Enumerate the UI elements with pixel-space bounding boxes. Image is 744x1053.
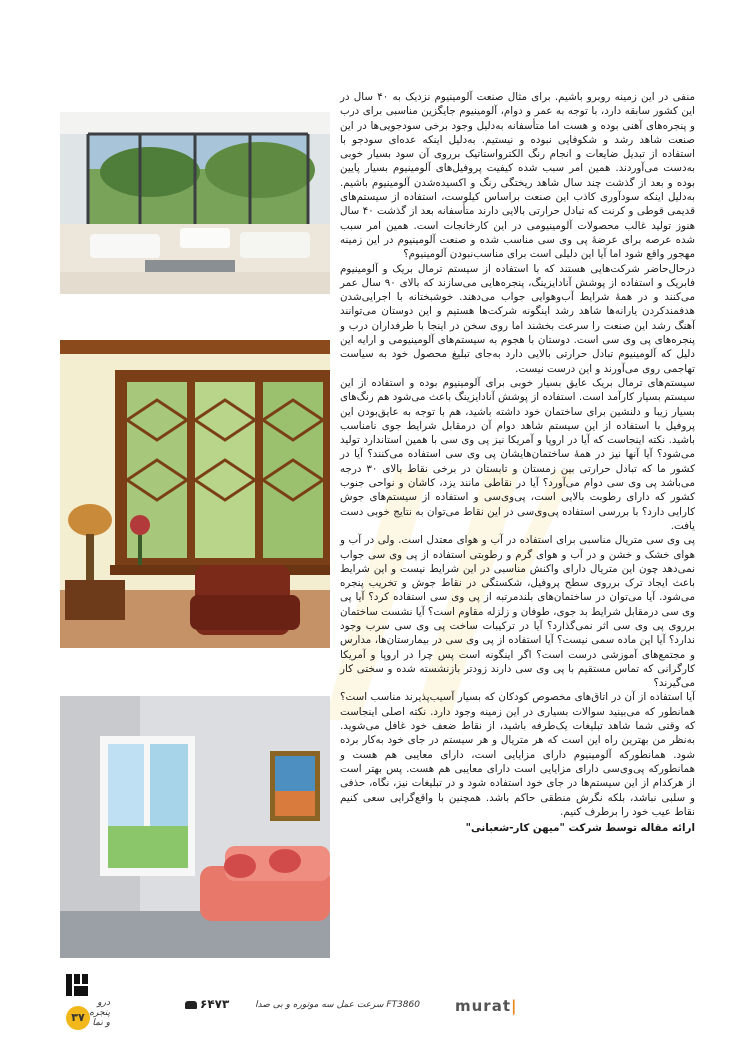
article-body [340, 90, 695, 835]
page-number: ۳۷ [66, 1006, 90, 1030]
magazine-title: درو پنجره و نما [89, 998, 110, 1028]
article-paragraph-5: آیا استفاده از آن در اتاق‌های مخصوص کودکان که بسیار آسیب‌پذیرند مناسب است؟ همانطور که می‌بینید سوالات بسیاری در این زمینه وجود دارد. نکته اصلی اینجاست که وقتی شما شاهد تبلیغات یک‌طرفه باشید، از نقاط ضعف خود غافل می‌شوید. به‌نظر من بهترین راه این است که هر متریال و هر سیستم در جای خود به‌کار برده شود. همانطورکه آلومینیوم دارای مزایایی است، دارای معایبی هم هست و همانطورکه پی‌وی‌سی دارای مزایایی است دارای معایبی هم هست. پس بهتر است از هرکدام از این سیستم‌ها در جای خود استفاده شود و در تبلیغات نیز، نگاه، حذفی و سلبی نباشد، بلکه نگرش منطقی حاکم باشد. همچنین با واقع‌گرایی سعی کنیم نقاط عیب خود را برطرف کنیم. [340, 691, 695, 818]
article-paragraph-3: سیستم‌های ترمال بریک عایق بسیار خوبی برای آلومینیوم بوده و استفاده از این سیستم بسیار کارآمد است. استفاده از پوشش آنادایزینگ باعث می‌شود هم رنگ‌های بسیار زیبا و دلنشین برای ساختمان خود داشته باشید، هم با توجه به عایق‌بودن این پروفیل با استفاده از این سیستم شاهد دوام آن درمقابل شرایط جوی نامناسب باشید. نکته اینجاست که آیا در اروپا و آمریکا نیز پی وی سی با همین استاندارد تولید می‌شود؟ آیا آنها نیز در همهٔ ساختمان‌هایشان پی وی سی استفاده می‌کنند؟ آیا در کشور ما که تبادل حرارتی بین زمستان و تابستان در برخی نقاط بالای ۳۰ درجه می‌باشد پی وی سی دوام می‌آورد؟ آیا در نقاطی مانند یزد، کاشان و نواحی جنوب کشور که دارای رطوبت بالایی است، پی‌وی‌سی و استفاده از سیستم‌های جوش کارایی دارد؟ با بررسی استفاده پی‌وی‌سی در این نقاط می‌توان به نتایج خوبی دست یافت. [340, 376, 696, 532]
photo-living-room [60, 112, 330, 294]
article-paragraph-1: منفی در این زمینه روبرو باشیم. برای مثال صنعت آلومینیوم نزدیک به ۴۰ سال در این کشور سابقه دارد، با توجه به عمر و دوام، آلومینیوم جایگزین مناسبی برای درب و پنجره‌های آهنی بوده و هست اما متأسفانه به‌دلیل وجود برخی سودجویی‌ها در این صنعت شاهد رشد و شکوفایی نبوده و نیستیم. به‌دلیل اینکه عده‌ای سودجو با استفاده از تبدیل ضایعات و انجام رنگ الکترواستاتیک برروی آن سود بسیار خوبی به‌دست می‌آوردند. همین امر سبب شده کیفیت پروفیل‌های آلومینیوم بسیار پایین بوده و بعد از گذشت چند سال شاهد ریختگی رنگ و اکسیده‌شدن آلومینیوم باشیم. به‌دلیل اینکه سودآوری کاذب این صنعت براساس کیلوست، استفاده از سیستم‌های قدیمی قوطی و کرنت که تبادل حرارتی بالایی دارند متأسفانه بعد از گذشت ۴۰ سال هنوز تولید غالب محصولات آلومینیومی در این کارخانجات است. همین امر سبب شده عرصه برای عرضهٔ پی وی سی مناسب شده و صنعت آلومینیوم در این زمینه مهجور واقع شود اما آیا این دلیلی است برای مناسب‌نبودن آلومینیوم؟ [340, 91, 695, 261]
brand-logo: murat| [455, 997, 518, 1015]
photo-white-window-sofa [60, 696, 330, 958]
article-paragraph-2: درحال‌حاضر شرکت‌هایی هستند که با استفاده از سیستم ترمال بریک و آلومینیوم فابریک و استفاده از پوشش آنادایزینگ، پنجره‌هایی می‌سازند که بالای ۹۰ سال عمر می‌کنند و در همهٔ شرایط آب‌وهوایی جواب می‌دهند. خوشبختانه با اجرایی‌شدن هدفمندکردن یارانه‌ها شاهد رشد اینگونه شرکت‌ها هستیم و این دوستان می‌توانند آهنگ رشد این صنعت را سرعت بخشند اما روی سخن در اینجا با طرفداران درب و پنجره‌های پی وی سی است. دوستان با هجوم به سیستم‌های آلومینیومی و ارایه این دلیل که آلومینیوم تبادل حرارتی بالایی دارد به‌جای تبلیغ محصول خود به سیاست تهاجمی روی می‌آورند و این درست نیست. [340, 262, 695, 375]
footer-phone: ۶۴۷۳ [185, 997, 229, 1011]
footer-ad-text: FT3860 سرعت عمل سه موتوره و بی صدا [255, 1000, 420, 1010]
article-credit: ارائه مقاله توسط شرکت "میهن کار-شعبانی" [465, 822, 695, 835]
magazine-badge [30, 990, 110, 1040]
photo-wooden-window-room [60, 340, 330, 648]
magazine-logo-icon [66, 974, 88, 996]
page-footer [0, 985, 744, 1045]
article-paragraph-4: پی وی سی متریال مناسبی برای استفاده در آب و هوای معتدل است. ولی در آب و هوای خشک و خشن و در آب و هوای گرم و رطوبتی استفاده از پی وی سی جواب نمی‌دهد چون این متریال دارای واکنش مناسبی در این شرایط نیست و این شرایط باعث ایجاد ترک برروی سطح پروفیل، شکستگی در نقاط جوش و تخریب پنجره می‌شود. آیا می‌توان در ساختمان‌های بلندمرتبه از پی وی سی استفاده کرد؟ آیا پی وی سی درمقابل شرایط بد جوی، طوفان و زلزله مقاوم است؟ آیا نشست ساختمان برروی پی وی سی اثر نمی‌گذارد؟ آیا در ترکیبات ساخت پی وی سی سرب وجود ندارد؟ آیا این ماده سمی نیست؟ آیا استفاده از پی وی سی در بیمارستان‌ها، مدارس و مجتمع‌های آموزشی درست است؟ اگر اینگونه است پس چرا در اروپا و آمریکا کارگرانی که تماس مستقیم با پی وی سی دارند زودتر بازنشسته شده و سختی کار می‌گیرند؟ [340, 534, 695, 690]
phone-icon [185, 1001, 197, 1009]
